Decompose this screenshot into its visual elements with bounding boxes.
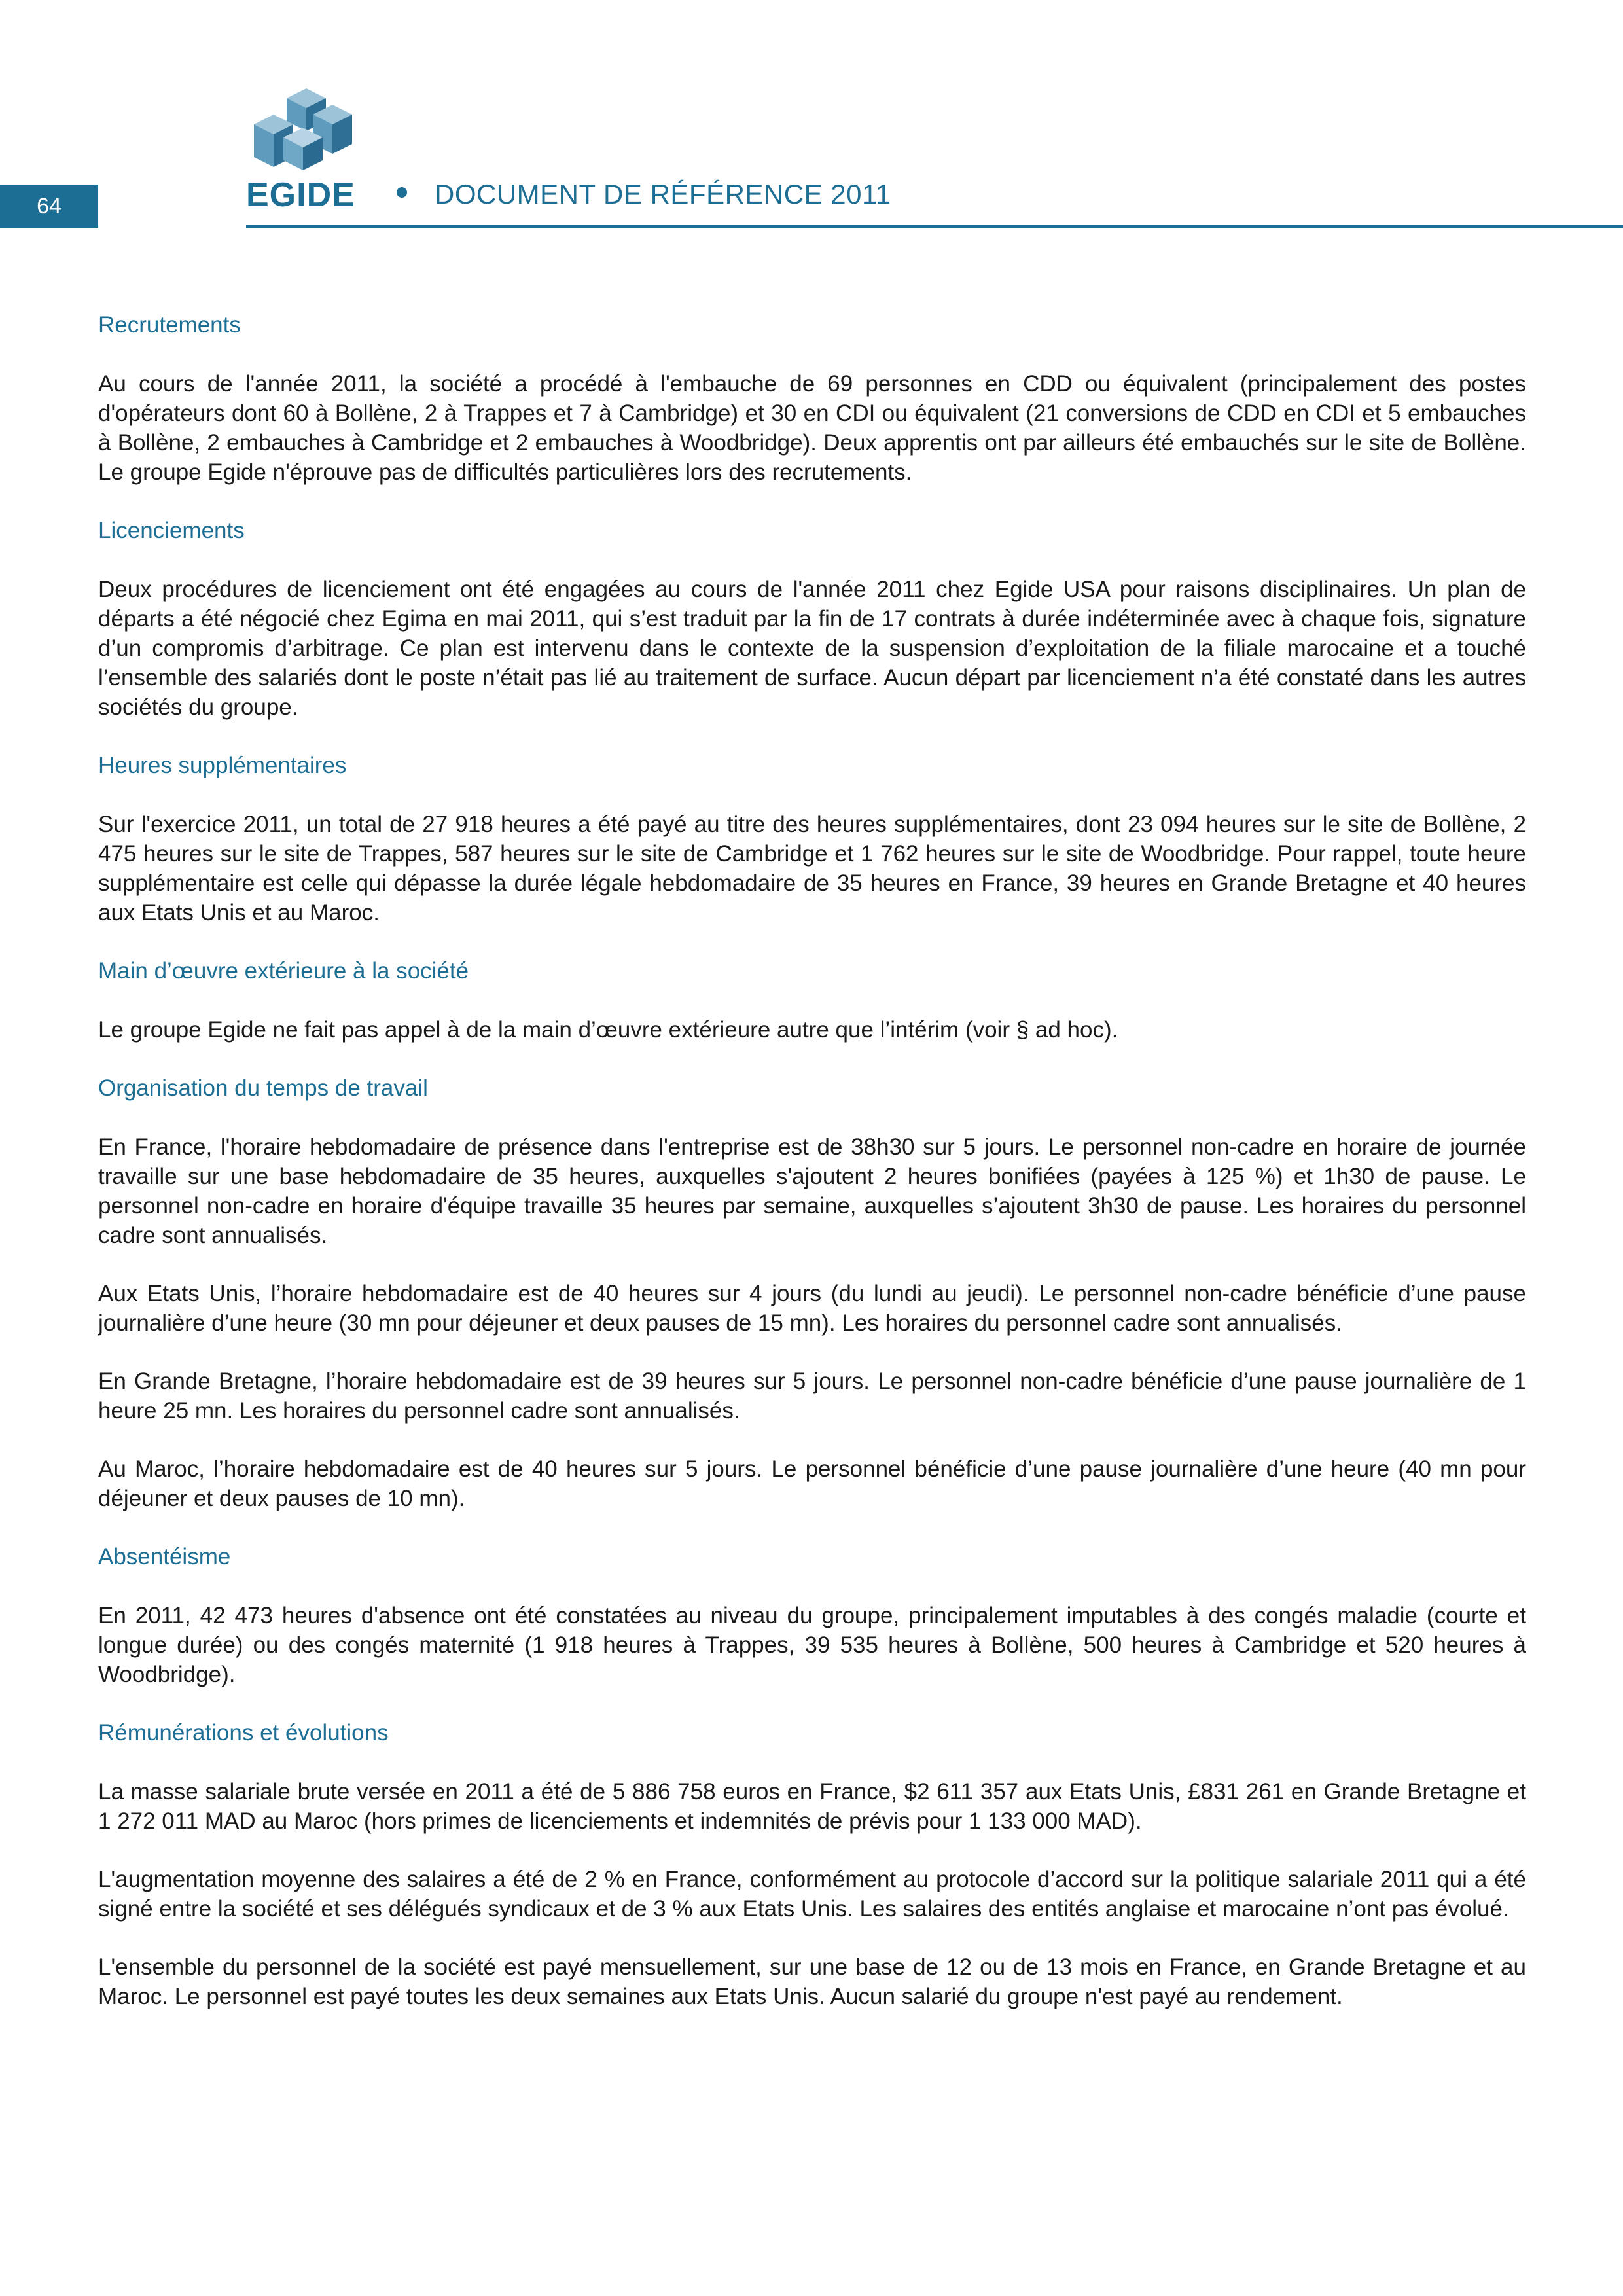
section-remunerations: [98, 1718, 1526, 2011]
section-heading: Absentéisme: [98, 1544, 231, 1570]
section-heading: Heures supplémentaires: [98, 753, 347, 778]
header-divider: [246, 225, 1623, 228]
section-main-oeuvre-exterieure: [98, 956, 1526, 1045]
paragraph: Sur l'exercice 2011, un total de 27 918 heures a été payé au titre des heures supplémentaires, dont 23 094 heures sur le site de Bollène, 2 475 heures sur le site de Trappes, 587 heures sur le site de Cambridge et 1 762 heures sur le site de Woodbridge. Pour rappel, toute heure supplémentaire est celle qui dépasse la durée légale hebdomadaire de 35 heures en France, 39 heures en Grande Bretagne et 40 heures aux Etats Unis et au Maroc.: [98, 812, 1526, 925]
section-licenciements: [98, 516, 1526, 722]
section-organisation-temps-travail: [98, 1073, 1526, 1513]
paragraph: Au Maroc, l’horaire hebdomadaire est de 40 heures sur 5 jours. Le personnel bénéficie d’une pause journalière d’une heure (40 mn pour déjeuner et deux pauses de 10 mn).: [98, 1456, 1526, 1511]
header-bullet: [397, 187, 407, 198]
paragraph: L'ensemble du personnel de la société est payé mensuellement, sur une base de 12 ou de 13 mois en France, en Grande Bretagne et au Maroc. Le personnel est payé toutes les deux semaines aux Etats Unis. Aucun salarié du groupe n'est payé au rendement.: [98, 1954, 1526, 2009]
section-heading: Rémunérations et évolutions: [98, 1720, 389, 1746]
section-heading: Organisation du temps de travail: [98, 1075, 428, 1101]
section-heures-supplementaires: [98, 751, 1526, 927]
logo-wordmark: EGIDE: [246, 176, 355, 214]
paragraph: En France, l'horaire hebdomadaire de présence dans l'entreprise est de 38h30 sur 5 jours. Le personnel non-cadre en horaire de journée travaille sur une base hebdomadaire de 35 heures, auxquelles s'ajoutent 2 heures bonifiées (payées à 125 %) et 1h30 de pause. Le personnel non-cadre en horaire d'équipe travaille 35 heures par semaine, auxquelles s’ajoutent 3h30 de pause. Les horaires du personnel cadre sont annualisés.: [98, 1134, 1526, 1248]
paragraph: La masse salariale brute versée en 2011 a été de 5 886 758 euros en France, $2 611 357 aux Etats Unis, £831 261 en Grande Bretagne et 1 272 011 MAD au Maroc (hors primes de licenciements et indemnités de prévis pour 1 133 000 MAD).: [98, 1779, 1526, 1834]
section-heading: Recrutements: [98, 312, 241, 338]
section-absenteisme: [98, 1542, 1526, 1689]
paragraph: Le groupe Egide ne fait pas appel à de la main d’œuvre extérieure autre que l’intérim (voir § ad hoc).: [98, 1017, 1118, 1043]
section-recrutements: [98, 310, 1526, 487]
paragraph: En Grande Bretagne, l’horaire hebdomadaire est de 39 heures sur 5 jours. Le personnel non-cadre bénéficie d’une pause journalière de 1 heure 25 mn. Les horaires du personnel cadre sont annualisés.: [98, 1369, 1526, 1424]
paragraph: En 2011, 42 473 heures d'absence ont été constatées au niveau du groupe, principalement imputables à des congés maladie (courte et longue durée) ou des congés maternité (1 918 heures à Trappes, 39 535 heures à Bollène, 500 heures à Cambridge et 520 heures à Woodbridge).: [98, 1603, 1526, 1687]
paragraph: Aux Etats Unis, l’horaire hebdomadaire est de 40 heures sur 4 jours (du lundi au jeudi). Le personnel non-cadre bénéficie d’une pause journalière d’une heure (30 mn pour déjeuner et deux pauses de 15 mn). Les horaires du personnel cadre sont annualisés.: [98, 1281, 1526, 1336]
document-body: [98, 310, 1526, 2040]
paragraph: L'augmentation moyenne des salaires a été de 2 % en France, conformément au protocole d’accord sur la politique salariale 2011 qui a été signé entre la société et ses délégués syndicaux et de 3 % aux Etats Unis. Les salaires des entités anglaise et marocaine n’ont pas évolué.: [98, 1867, 1526, 1922]
page-number: 64: [0, 185, 98, 228]
section-heading: Main d’œuvre extérieure à la société: [98, 958, 469, 984]
paragraph: Au cours de l'année 2011, la société a procédé à l'embauche de 69 personnes en CDD ou équivalent (principalement des postes d'opérateurs dont 60 à Bollène, 2 à Trappes et 7 à Cambridge) et 30 en CDI ou équivalent (21 conversions de CDD en CDI et 5 embauches à Bollène, 2 embauches à Cambridge et 2 embauches à Woodbridge). Deux apprentis ont par ailleurs été embauchés sur le site de Bollène. Le groupe Egide n'éprouve pas de difficultés particulières lors des recrutements.: [98, 371, 1526, 485]
section-heading: Licenciements: [98, 518, 245, 543]
document-title: DOCUMENT DE RÉFÉRENCE 2011: [435, 179, 891, 209]
paragraph: Deux procédures de licenciement ont été engagées au cours de l'année 2011 chez Egide USA pour raisons disciplinaires. Un plan de départs a été négocié chez Egima en mai 2011, qui s’est traduit par la fin de 17 contrats à durée indéterminée avec à chaque fois, signature d’un compromis d’arbitrage. Ce plan est intervenu dans le contexte de la suspension d’exploitation de la filiale marocaine et a touché l’ensemble des salariés dont le poste n’était pas lié au traitement de surface. Aucun départ par licenciement n’a été constaté dans les autres sociétés du groupe.: [98, 577, 1526, 720]
